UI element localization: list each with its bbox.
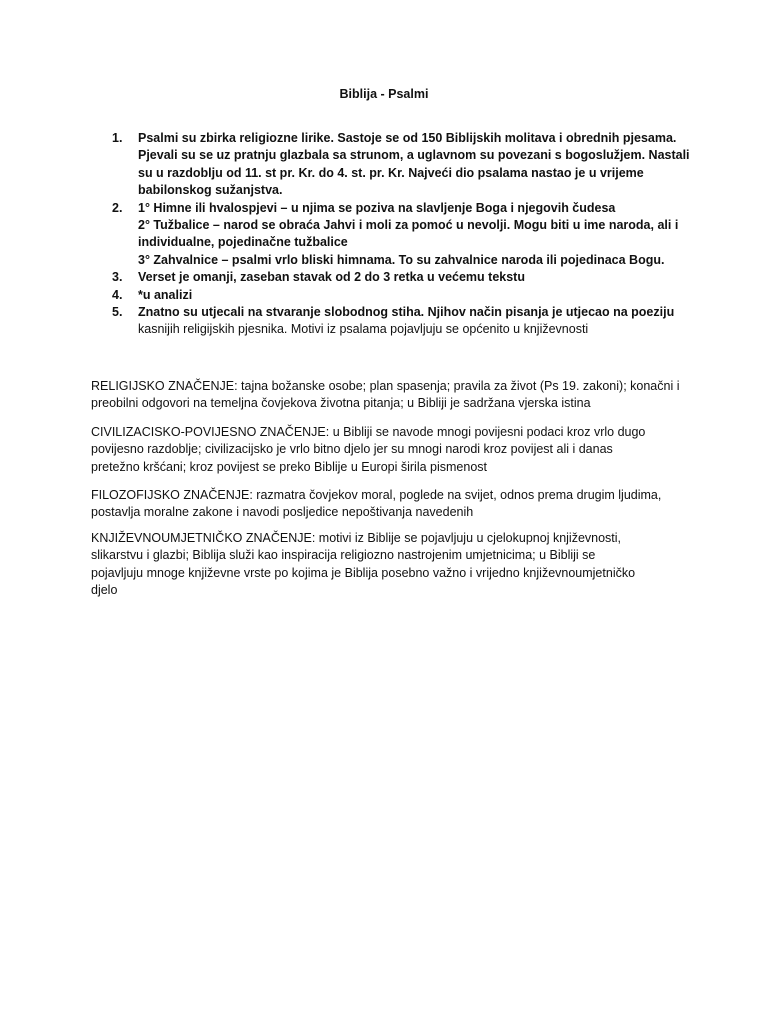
paragraph-line: CIVILIZACISKO-POVIJESNO ZNAČENJE: u Bibliji se navode mnogi povijesni podaci kroz vrlo dugo	[91, 425, 646, 439]
paragraph-line: FILOZOFIJSKO ZNAČENJE: razmatra čovjekov moral, poglede na svijet, odnos prema drugim ljudima,	[91, 488, 662, 502]
list-item-number: 1.	[112, 131, 123, 145]
list-item-line: kasnijih religijskih pjesnika. Motivi iz psalama pojavljuju se općenito u književnosti	[138, 322, 589, 337]
paragraph-line: RELIGIJSKO ZNAČENJE: tajna božanske osobe; plan spasenja; pravila za život (Ps 19. zakoni); konačni i	[91, 379, 680, 393]
paragraph-line: preobilni odgovori na temeljna čovjekova životna pitanja; u Bibliji je sadržana vjerska istina	[91, 396, 591, 411]
list-item-line: individualne, pojedinačne tužbalice	[138, 235, 348, 250]
list-item-number: 3.	[112, 270, 123, 285]
list-item-line: su u razdoblju od 11. st pr. Kr. do 4. st. pr. Kr. Najveći dio psalama nastao je u vrijeme	[138, 165, 644, 180]
list-item-line: babilonskog sužanjstva.	[138, 183, 283, 198]
list-item-line: 2° Tužbalice – narod se obraća Jahvi i moli za pomoć u nevolji. Mogu biti u ime naroda, ali i	[138, 218, 679, 233]
paragraph-line: postavlja moralne zakone i navodi posljedice nepoštivanja navedenih	[91, 505, 474, 520]
list-item	[108, 287, 688, 304]
list-item	[108, 304, 688, 339]
list-item-line: 1° Himne ili hvalospjevi – u njima se poziva na slavljenje Boga i njegovih čudesa	[138, 200, 616, 215]
list-item-line: Verset je omanji, zaseban stavak od 2 do 3 retka u većemu tekstu	[138, 270, 525, 285]
list-item-line: Pjevali su se uz pratnju glazbala sa strunom, a uglavnom su povezani s bogoslužjem. Nastali	[138, 148, 690, 163]
paragraph-line: povijesno razdoblje; civilizacijsko je vrlo bitno djelo jer su mnogi narodi kroz povijest ali i danas	[91, 442, 613, 457]
list-item-line: *u analizi	[138, 287, 193, 302]
religious-significance-paragraph	[91, 378, 691, 413]
list-item	[108, 130, 688, 200]
paragraph-line: djelo	[91, 583, 118, 598]
list-item-line: Znatno su utjecali na stvaranje slobodnog stiha. Njihov način pisanja je utjecao na poeziju	[138, 305, 675, 320]
paragraph-line: KNJIŽEVNOUMJETNIČKO ZNAČENJE: motivi iz Biblije se pojavljuju u cjelokupnoj književnosti,	[91, 531, 622, 545]
paragraph-line: pretežno kršćani; kroz povijest se preko Biblije u Europi širila pismenost	[91, 459, 488, 474]
historical-significance-paragraph	[91, 424, 691, 476]
numbered-list	[108, 130, 688, 339]
list-item-number: 2.	[112, 200, 123, 215]
list-item-line: 3° Zahvalnice – psalmi vrlo bliski himnama. To su zahvalnice naroda ili pojedinaca Bogu.	[138, 252, 665, 267]
list-item-line: Psalmi su zbirka religiozne lirike. Sastoje se od 150 Biblijskih molitava i obrednih pjesama.	[138, 131, 677, 145]
paragraph-line: pojavljuju mnoge književne vrste po kojima je Biblija posebno važno i vrijedno književnoumjetničko	[91, 565, 636, 580]
list-item	[108, 200, 688, 270]
list-item	[108, 269, 688, 286]
list-item-number: 5.	[112, 305, 123, 320]
document-title: Biblija - Psalmi	[339, 87, 429, 101]
paragraph-line: slikarstvu i glazbi; Biblija služi kao inspiracija religiozno nastrojenim umjetnicima; u Bibliji se	[91, 548, 596, 563]
literary-significance-paragraph	[91, 530, 691, 600]
philosophical-significance-paragraph	[91, 487, 691, 522]
list-item-number: 4.	[112, 287, 123, 302]
